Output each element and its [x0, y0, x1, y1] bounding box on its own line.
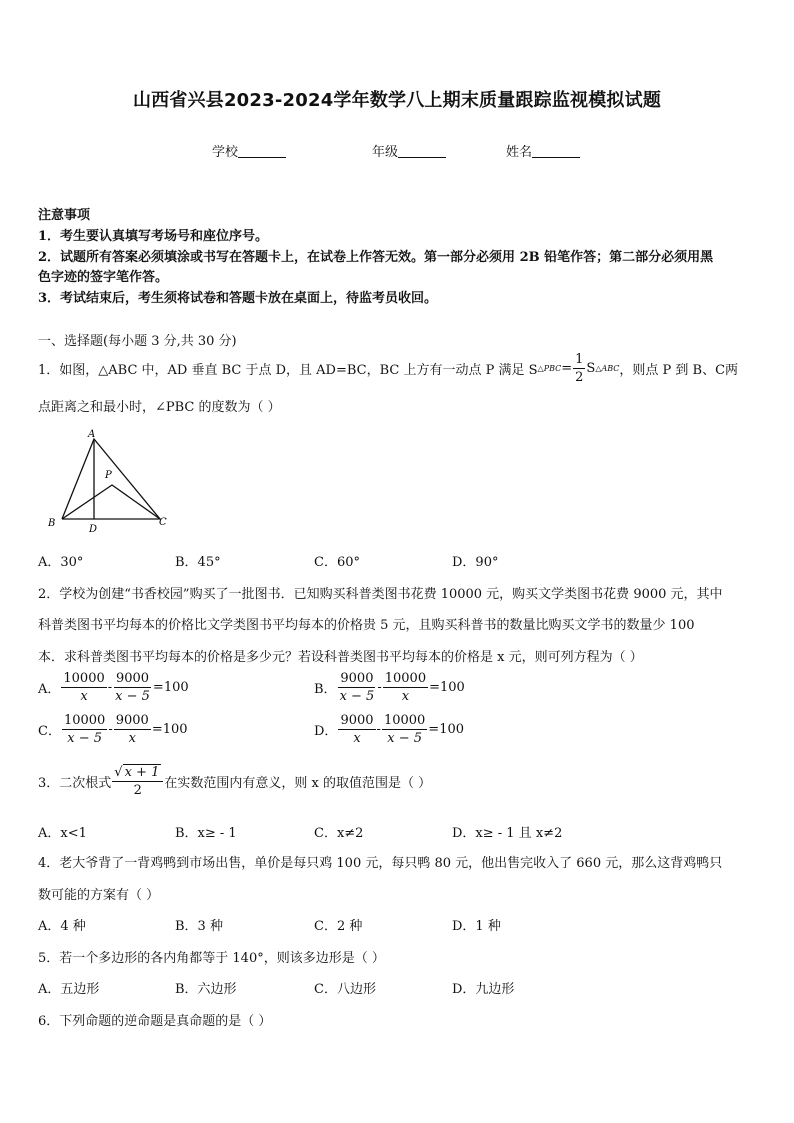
fraction	[338, 713, 375, 746]
minus-sign: -	[108, 722, 113, 737]
q1-option-b[interactable]: B．45°	[175, 555, 221, 570]
q3-option-d[interactable]: D．x≥ - 1 且 x≠2	[452, 826, 563, 841]
denominator: x − 5	[67, 731, 103, 746]
grade-label: 年级	[372, 145, 399, 160]
denominator: x − 5	[387, 731, 422, 746]
label-c: C	[159, 517, 167, 528]
rhs: =100	[429, 680, 465, 695]
question-3	[38, 765, 431, 798]
question-1-line-1: 1．如图，△ABC 中，AD 垂直 BC 于点 D，且 AD=BC，BC 上方有一动点 P 满足 S △PBC = $\frac{1}{2}$ S △ABC ，则点 P 到 B、C两	[38, 352, 739, 385]
school-field	[212, 141, 286, 160]
grade-blank	[398, 144, 446, 158]
option-label: C．	[38, 724, 61, 739]
numerator: 9000	[340, 713, 374, 728]
q4-option-a[interactable]: A．4 种	[38, 919, 86, 934]
grade-field	[372, 141, 446, 160]
denominator: x − 5	[339, 689, 375, 704]
q5-option-b[interactable]: B．六边形	[175, 982, 237, 997]
q5-option-a[interactable]: A．五边形	[38, 982, 100, 997]
denominator: x − 5	[115, 689, 150, 704]
numerator: 10000	[383, 713, 426, 728]
numerator: 9000	[115, 713, 149, 728]
q2-option-c[interactable]	[38, 713, 188, 746]
denominator: x	[80, 689, 88, 704]
name-field	[506, 141, 580, 160]
q1-subscript: △PBC	[537, 364, 562, 373]
q1-text-end: ，则点 P 到 B、C两	[619, 363, 739, 378]
denominator: x	[128, 731, 136, 746]
q3-text: 3．二次根式	[38, 776, 112, 791]
numerator: 10000	[384, 671, 427, 686]
denominator: 2	[133, 783, 142, 798]
q1-equals: =	[561, 361, 573, 376]
q3-option-c[interactable]: C．x≠2	[314, 826, 364, 841]
question-6: 6．下列命题的逆命题是真命题的是（ ）	[38, 1014, 272, 1029]
minus-sign: -	[377, 680, 382, 695]
note-item: 1．考生要认真填写考场号和座位序号。	[38, 229, 269, 244]
question-4-line-1: 4．老大爷背了一背鸡鸭到市场出售，单价是每只鸡 100 元，每只鸭 80 元，他出售完收入了 660 元，那么这背鸡鸭只	[38, 856, 723, 871]
denominator: x	[353, 731, 361, 746]
q4-option-b[interactable]: B．3 种	[175, 919, 223, 934]
label-d: D	[89, 524, 98, 535]
q5-option-d[interactable]: D．九边形	[452, 982, 515, 997]
note-item: 3．考试结束后，考生须将试卷和答题卡放在桌面上，待监考员收回。	[38, 291, 438, 306]
option-label: D．	[314, 724, 338, 739]
numerator: 1	[575, 352, 584, 367]
name-label: 姓名	[506, 145, 533, 160]
q1-subscript: △ABC	[595, 364, 620, 373]
denominator: 2	[575, 370, 584, 385]
numerator: 9000	[340, 671, 374, 686]
option-label: A．	[38, 682, 61, 697]
fraction	[382, 713, 427, 746]
fraction	[338, 671, 377, 704]
name-blank	[532, 144, 580, 158]
note-item: 2．试题所有答案必须填涂或书写在答题卡上，在试卷上作答无效。第一部分必须用 2B 铅笔作答；第二部分必须用黑	[38, 250, 714, 265]
q4-option-c[interactable]: C．2 种	[314, 919, 363, 934]
question-1-line-2: 点距离之和最小时，∠PBC 的度数为（ ）	[38, 400, 281, 415]
fraction	[62, 713, 107, 746]
q1-text: 1．如图，△ABC 中，AD 垂直 BC 于点 D，且 AD=BC，BC 上方有一动点 P 满足 S	[38, 363, 538, 378]
question-2-line-1: 2．学校为创建“书香校园”购买了一批图书．已知购买科普类图书花费 10000 元，购买文学类图书花费 9000 元，其中	[38, 587, 723, 602]
q3-option-b[interactable]: B．x≥ - 1	[175, 826, 237, 841]
section-heading: 一、选择题(每小题 3 分,共 30 分)	[38, 334, 237, 349]
q2-option-b[interactable]	[314, 671, 465, 704]
q1-option-a[interactable]: A．30°	[38, 555, 84, 570]
note-item: 色字迹的签字笔作答。	[38, 270, 169, 285]
sqrt-fraction	[112, 765, 163, 798]
radicand: x + 1	[124, 765, 160, 780]
fraction	[114, 713, 151, 746]
fraction	[113, 671, 152, 704]
fraction	[61, 671, 106, 704]
notes-heading: 注意事项	[38, 208, 91, 223]
numerator: √ x + 1	[112, 765, 163, 782]
q1-fraction	[573, 352, 585, 385]
q1-option-d[interactable]: D．90°	[452, 555, 499, 570]
question-2-line-3: 本．求科普类图书平均每本的价格是多少元？若设科普类图书平均每本的价格是 x 元，则可列方程为（ ）	[38, 650, 643, 665]
option-label: B．	[314, 682, 337, 697]
numerator: 10000	[63, 713, 106, 728]
minus-sign: -	[376, 722, 381, 737]
label-b: B	[48, 518, 56, 529]
page-title: 山西省兴县2023-2024学年数学八上期末质量跟踪监视模拟试题	[132, 90, 662, 111]
question-5: 5．若一个多边形的各内角都等于 140°，则该多边形是（ ）	[38, 951, 385, 966]
q2-option-d[interactable]	[314, 713, 464, 746]
q1-option-c[interactable]: C．60°	[314, 555, 360, 570]
rhs: =100	[152, 680, 189, 695]
q4-option-d[interactable]: D．1 种	[452, 919, 501, 934]
q5-option-c[interactable]: C．八边形	[314, 982, 376, 997]
triangle-figure	[42, 425, 172, 535]
numerator: 9000	[115, 671, 150, 686]
fraction	[383, 671, 428, 704]
question-2-line-2: 科普类图书平均每本的价格比文学类图书平均每本的价格贵 5 元，且购买科普书的数量比购买文学书的数量少 100	[38, 618, 695, 633]
question-4-line-2: 数可能的方案有（ ）	[38, 888, 160, 903]
rhs: =100	[428, 722, 465, 737]
denominator: x	[401, 689, 410, 704]
numerator: 10000	[63, 671, 105, 686]
school-label: 学校	[212, 145, 239, 160]
school-blank	[238, 144, 286, 158]
minus-sign: -	[107, 680, 113, 695]
q2-option-a[interactable]	[38, 671, 189, 704]
label-a: A	[88, 429, 96, 440]
label-p: P	[105, 470, 112, 481]
rhs: =100	[151, 722, 188, 737]
q3-option-a[interactable]: A．x<1	[38, 826, 87, 841]
q3-text-end: 在实数范围内有意义，则 x 的取值范围是（ ）	[164, 776, 432, 791]
